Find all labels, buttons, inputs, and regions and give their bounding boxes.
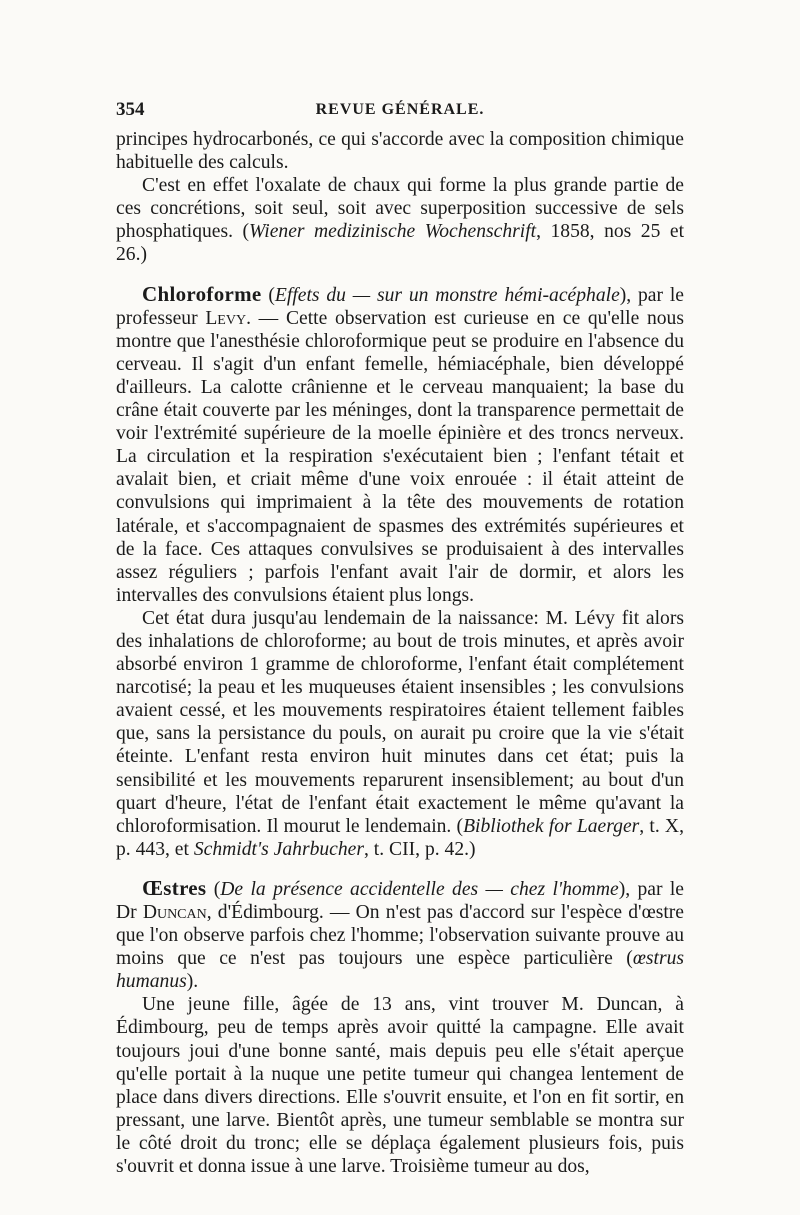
- article-subtitle: De la présence accidentelle des — chez l'homme: [220, 878, 619, 900]
- reference-citation: Bibliothek for Laerger: [463, 815, 640, 837]
- paragraph-oestres-2: Une jeune fille, âgée de 13 ans, vint trouver M. Duncan, à Édimbourg, peu de temps après avoir quitté la campagne. Elle avait toujours joui d'une bonne santé, mais depuis peu elle s'était aperçue qu'elle portait à la nuque une petite tumeur qui changea lentement de place dans divers directions. Elle s'ouvrit ensuite, et l'on en fit sortir, en pressant, une larve. Bientôt après, une tumeur semblable se montra sur le côté droit du tronc; elle se déplaça également plusieurs fois, puis s'ouvrit et donna issue à une larve. Troisième tumeur au dos,: [116, 994, 684, 1178]
- page-number: 354: [116, 99, 145, 120]
- reference-citation: Schmidt's Jahrbucher: [193, 838, 364, 860]
- article-chloroforme: Chloroforme (Effets du — sur un monstre hémi-acéphale), par le professeur Levy. — Cette observation est curieuse en ce qu'elle nous montre que l'anesthésie chloroformique peut se produire en l'absence du cerveau. Il s'agit d'un enfant femelle, hémiacéphale, bien développé d'ailleurs. La calotte crânienne et le cerveau manquaient; la base du crâne était couverte par les méninges, dont la transparence permettait de voir l'extrémité supérieure de la moelle épinière et des troncs nerveux. La circulation et la respiration s'exécutaient bien ; l'enfant tétait et avalait bien, et criait même d'une voix enrouée : il était atteint de convulsions qui imprimaient à la tête des mouvements de rotation latérale, et s'accompagnaient de spasmes des extrémités supérieures et de la face. Ces attaques convulsives se produisaient à des intervalles assez réguliers ; parfois l'enfant avait l'air de dormir, et alors les intervalles des convulsions étaient plus longs.: [116, 281, 684, 606]
- article-title: Œstres: [142, 875, 207, 900]
- author-name: Levy: [205, 307, 247, 329]
- reference-citation: Wiener medizinische Wochenschrift: [249, 221, 537, 243]
- article-subtitle: Effets du — sur un monstre hémi-acéphale: [274, 284, 620, 306]
- article-oestres: Œstres (De la présence accidentelle des — chez l'homme), par le Dr Duncan, d'Édimbourg. — On n'est pas d'accord sur l'espèce d'œstre que l'on observe parfois chez l'homme; l'observation suivante prouve au moins que ce n'est pas toujours une espèce particulière (œstrus humanus).: [116, 875, 685, 993]
- article-title: Chloroforme: [142, 281, 262, 306]
- section-gap: [116, 861, 684, 877]
- paragraph-oxalate: C'est en effet l'oxalate de chaux qui forme la plus grande partie de ces concrétions, soit seul, soit avec superposition successive de sels phosphatiques. (Wiener medizinische Wochenschrift, 1858, nos 25 et 26.): [116, 175, 685, 266]
- author-name: Duncan: [142, 902, 207, 923]
- reference-citation: œstrus humanus: [116, 948, 684, 993]
- page-header: [116, 98, 684, 124]
- paragraph-continuation: principes hydrocarbonés, ce qui s'accorde avec la composition chimique habituelle des calculs.: [116, 129, 684, 174]
- document-page: [116, 98, 684, 1178]
- section-gap: [116, 267, 684, 283]
- running-title: REVUE GÉNÉRALE.: [315, 101, 485, 118]
- paragraph-chloroforme-2: Cet état dura jusqu'au lendemain de la naissance: M. Lévy fit alors des inhalations de chloroforme; au bout de trois minutes, et après avoir absorbé environ 1 gramme de chloroforme, l'enfant était complétement narcotisé; la peau et les muqueuses étaient insensibles ; les convulsions avaient cessé, et les mouvements respiratoires étaient tellement faibles que, sans la persistance du pouls, on aurait pu croire que la vie s'était éteinte. L'enfant resta environ huit minutes dans cet état; puis la sensibilité et les mouvements reparurent insensiblement; au bout d'un quart d'heure, l'état de l'enfant était exactement le même qu'avant la chloroformisation. Il mourut le lendemain. (Bibliothek for Laerger, t. X, p. 443, et Schmidt's Jahrbucher, t. CII, p. 42.): [116, 607, 684, 860]
